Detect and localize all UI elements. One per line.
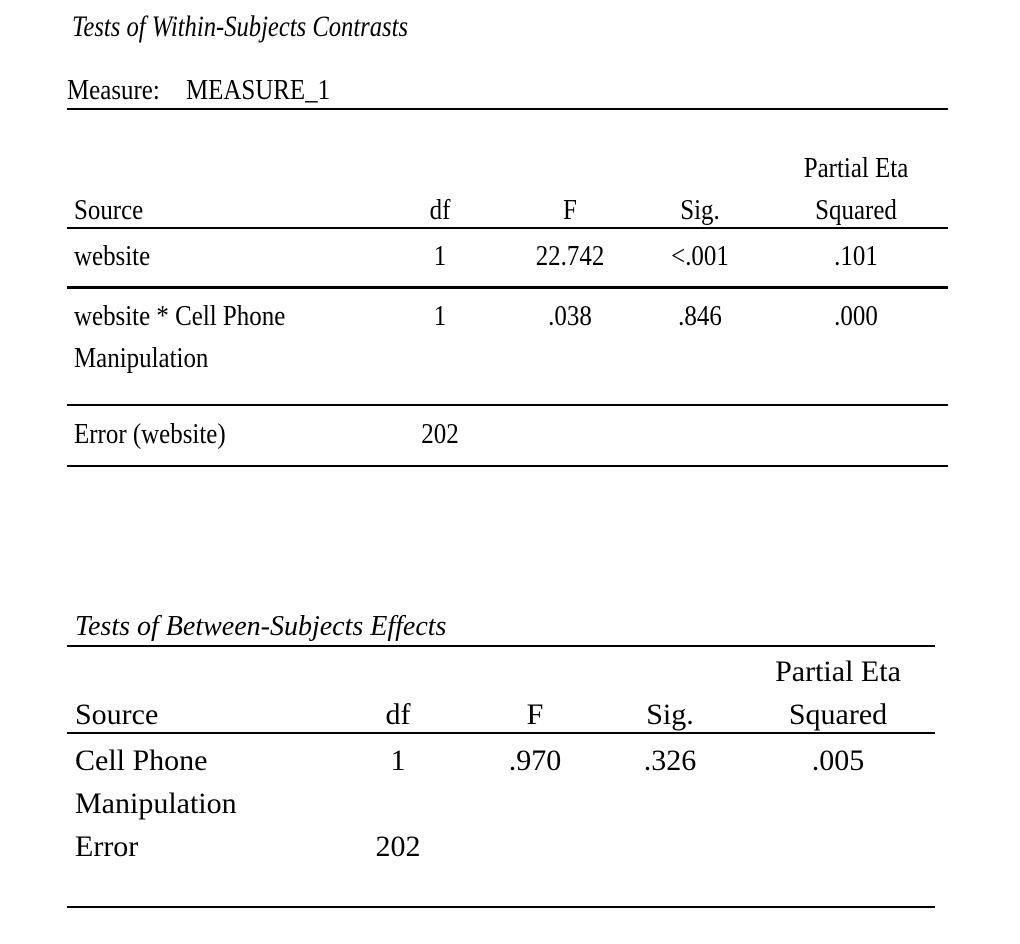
row-eta: .000 xyxy=(834,300,878,332)
measure-label: Measure: xyxy=(67,74,160,106)
within-header-rule xyxy=(67,227,948,229)
between-top-rule xyxy=(67,645,935,647)
measure-value: MEASURE_1 xyxy=(186,74,331,106)
row-df: 1 xyxy=(390,744,406,777)
between-header-df: df xyxy=(385,698,411,731)
between-table-title: Tests of Between-Subjects Effects xyxy=(75,611,447,642)
within-header-source: Source xyxy=(74,194,144,226)
row-divider xyxy=(67,286,948,289)
within-header-sig: Sig. xyxy=(680,194,720,226)
within-header-df: df xyxy=(429,194,451,226)
between-header-source: Source xyxy=(75,698,159,731)
between-header-eta-line1: Partial Eta xyxy=(775,655,901,688)
within-header-eta-line1: Partial Eta xyxy=(803,152,909,184)
within-header-f: F xyxy=(563,194,577,226)
within-header-eta-line2: Squared xyxy=(815,194,897,226)
row-f: .970 xyxy=(508,744,562,777)
row-divider xyxy=(67,404,948,406)
row-df: 202 xyxy=(421,418,459,450)
row-source: Error xyxy=(75,830,139,863)
between-header-rule xyxy=(67,732,935,734)
row-df: 202 xyxy=(375,830,421,863)
within-table-title: Tests of Within-Subjects Contrasts xyxy=(72,10,409,43)
row-source: website * Cell Phone xyxy=(74,300,286,332)
row-df: 1 xyxy=(433,300,447,332)
between-header-eta-line2: Squared xyxy=(788,698,888,731)
row-eta: .005 xyxy=(811,744,865,777)
row-sig: .326 xyxy=(643,744,697,777)
between-header-f: F xyxy=(526,698,544,731)
row-sig: <.001 xyxy=(671,240,729,272)
row-source: Error (website) xyxy=(74,418,226,450)
row-df: 1 xyxy=(433,240,447,272)
between-bottom-rule xyxy=(67,906,935,908)
row-eta: .101 xyxy=(834,240,878,272)
within-bottom-rule xyxy=(67,465,948,467)
between-header-sig: Sig. xyxy=(646,698,694,731)
row-source: website xyxy=(74,240,151,272)
row-sig: .846 xyxy=(678,300,722,332)
row-source-line2: Manipulation xyxy=(74,342,209,374)
row-source: Cell Phone xyxy=(75,744,208,777)
measure-rule xyxy=(67,108,948,110)
row-f: 22.742 xyxy=(535,240,605,272)
row-f: .038 xyxy=(548,300,592,332)
row-source-line2: Manipulation xyxy=(75,787,237,820)
